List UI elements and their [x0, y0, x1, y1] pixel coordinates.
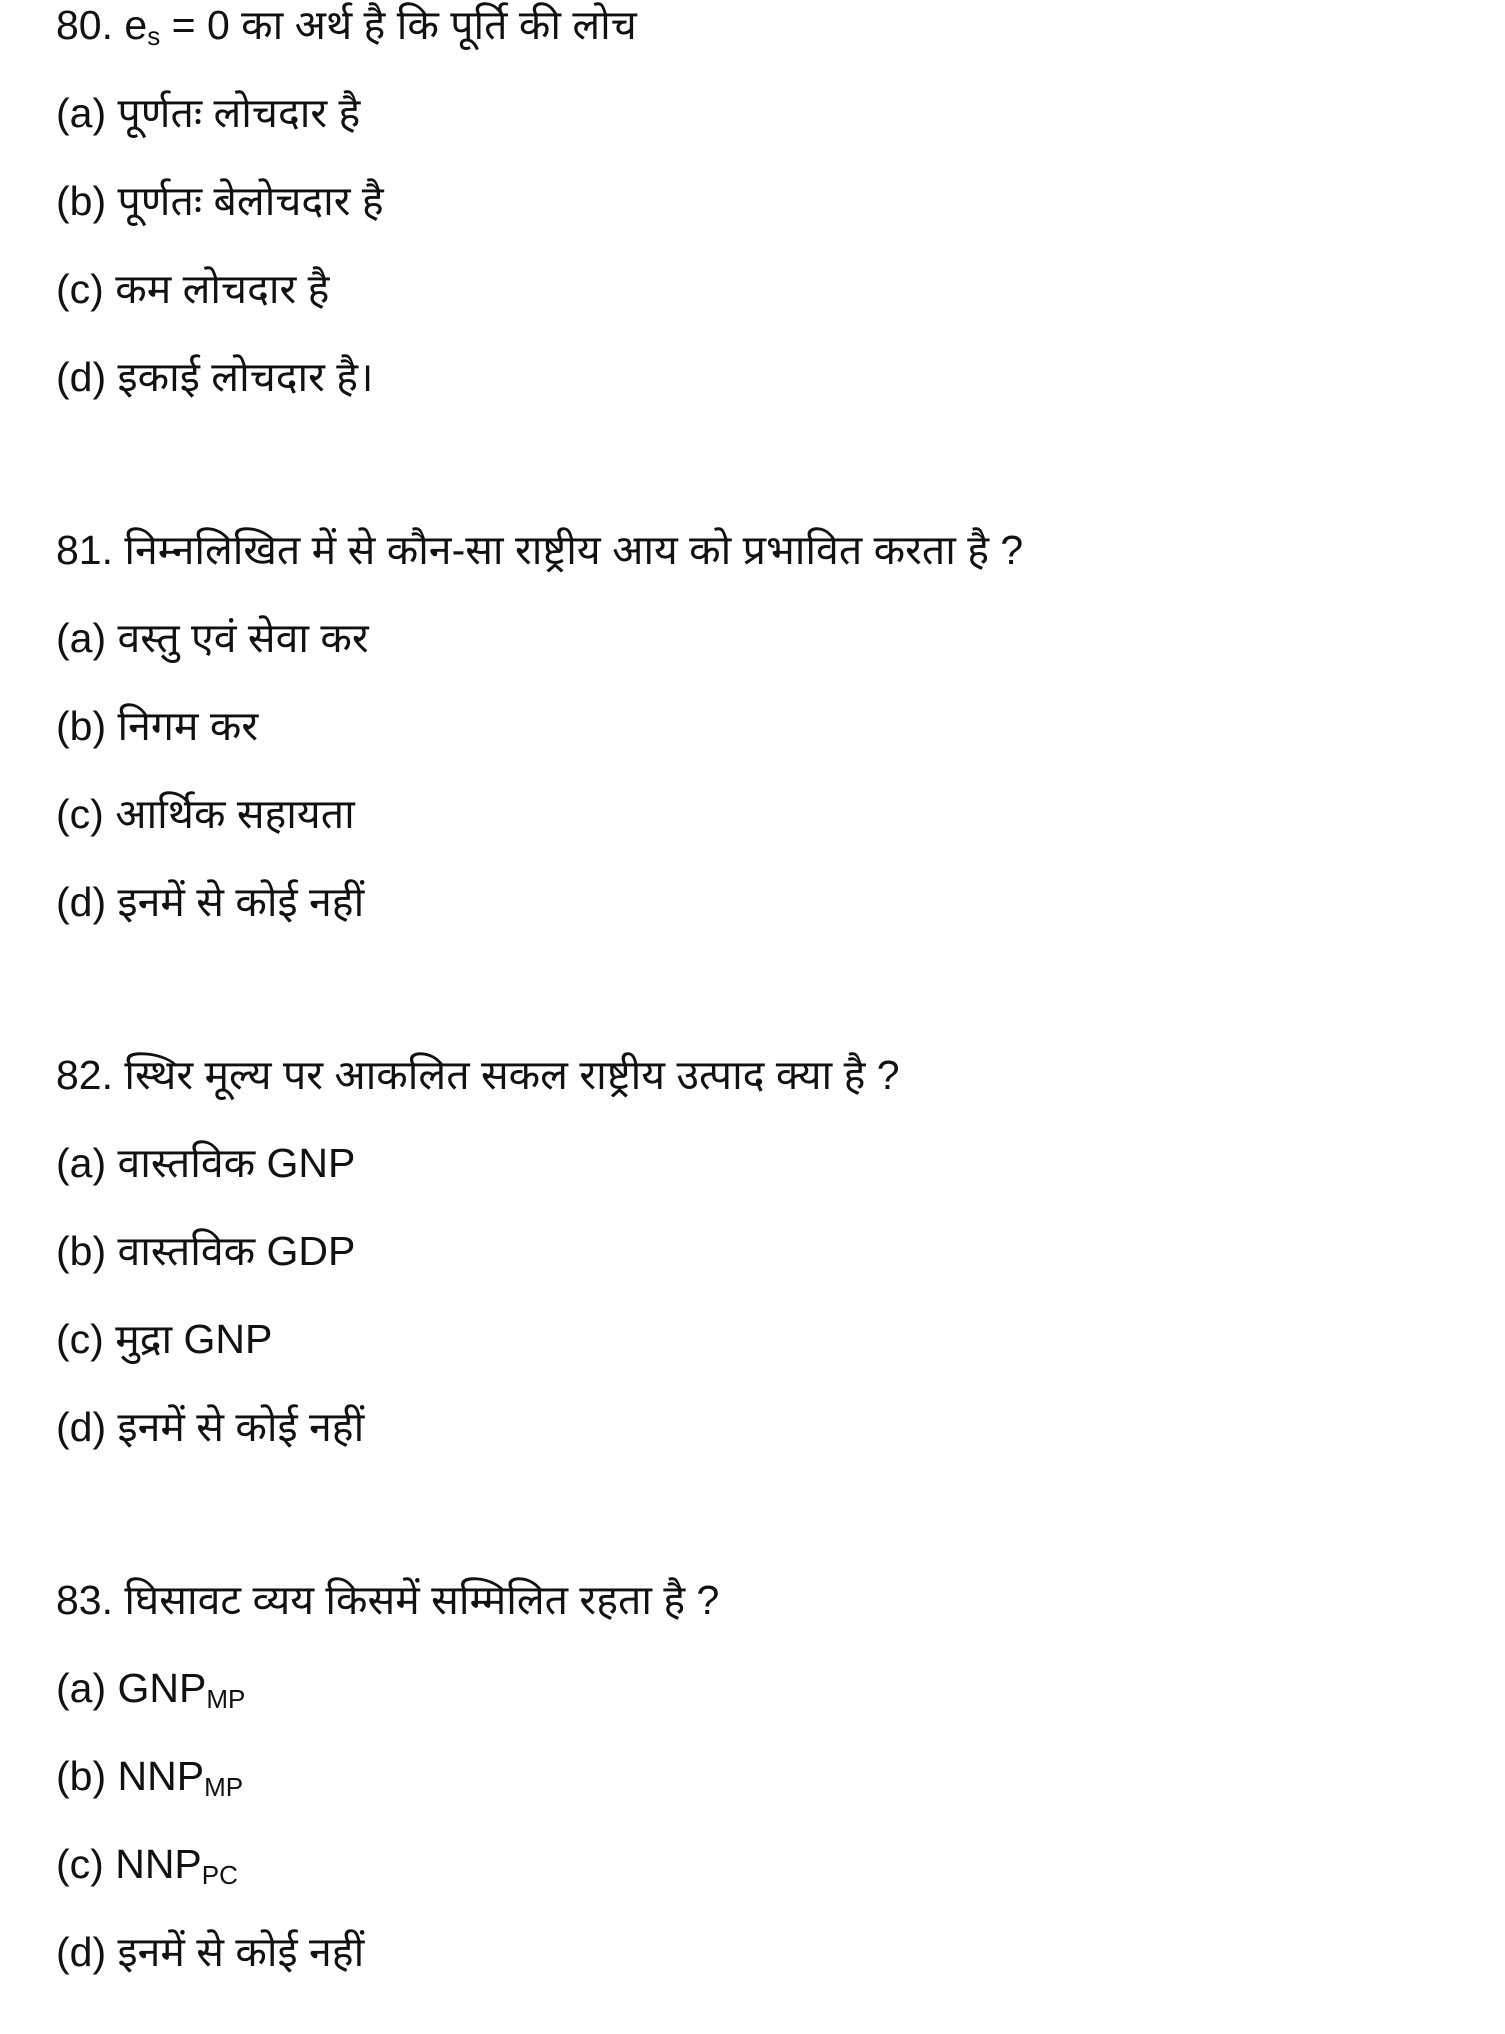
- option-d: [56, 1927, 364, 1977]
- option-label: (a): [56, 1140, 107, 1186]
- option-label: (a): [56, 90, 107, 136]
- option-label: (d): [56, 354, 107, 400]
- question-text: घिसावट व्यय किसमें सम्मिलित रहता है ?: [124, 1577, 720, 1623]
- option-label: (d): [56, 879, 107, 925]
- option-c: [56, 264, 329, 314]
- stem-symbol-subscript: s: [147, 21, 161, 51]
- option-c: [56, 1839, 238, 1900]
- option-text: मुद्रा GNP: [115, 1316, 273, 1362]
- question-80-stem: [56, 0, 637, 61]
- option-b: [56, 176, 384, 226]
- option-text: वस्तु एवं सेवा कर: [117, 615, 369, 661]
- option-text: इकाई लोचदार है।: [117, 354, 374, 400]
- option-text: वास्तविक GDP: [117, 1228, 356, 1274]
- option-subscript: MP: [206, 1684, 246, 1714]
- option-text: इनमें से कोई नहीं: [117, 879, 365, 925]
- question-number: 83.: [56, 1577, 113, 1623]
- option-a: [56, 1663, 245, 1724]
- question-text: निम्नलिखित में से कौन-सा राष्ट्रीय आय को प्रभावित करता है ?: [124, 527, 1024, 573]
- option-text: इनमें से कोई नहीं: [117, 1929, 365, 1975]
- question-number: 80.: [56, 2, 113, 48]
- question-text: स्थिर मूल्य पर आकलित सकल राष्ट्रीय उत्पाद क्या है ?: [124, 1052, 900, 1098]
- option-c: [56, 789, 355, 839]
- option-label: (c): [56, 266, 104, 312]
- option-text: पूर्णतः लोचदार है: [117, 90, 361, 136]
- option-a: [56, 88, 360, 138]
- option-text: पूर्णतः बेलोचदार है: [117, 178, 384, 224]
- question-number: 82.: [56, 1052, 113, 1098]
- option-label: (b): [56, 1228, 107, 1274]
- question-text: = 0 का अर्थ है कि पूर्ति की लोच: [160, 2, 637, 48]
- option-label: (a): [56, 1665, 107, 1711]
- option-label: (c): [56, 1841, 104, 1887]
- question-number: 81.: [56, 527, 113, 573]
- option-text: वास्तविक GNP: [117, 1140, 356, 1186]
- option-d: [56, 352, 374, 402]
- option-label: (d): [56, 1929, 107, 1975]
- stem-symbol: e: [124, 2, 148, 48]
- option-text: निगम कर: [117, 703, 259, 749]
- option-label: (c): [56, 791, 104, 837]
- option-a: [56, 1138, 355, 1188]
- option-text: आर्थिक सहायता: [115, 791, 355, 837]
- option-b: [56, 701, 258, 751]
- option-text: GNP: [117, 1665, 207, 1711]
- option-text: इनमें से कोई नहीं: [117, 1404, 365, 1450]
- question-81-stem: [56, 525, 1023, 575]
- option-b: [56, 1751, 243, 1812]
- option-label: (b): [56, 703, 107, 749]
- option-b: [56, 1226, 355, 1276]
- question-83-stem: [56, 1575, 719, 1625]
- option-label: (a): [56, 615, 107, 661]
- option-text: कम लोचदार है: [115, 266, 330, 312]
- option-d: [56, 1402, 364, 1452]
- option-a: [56, 613, 369, 663]
- option-text: NNP: [117, 1753, 205, 1799]
- option-label: (b): [56, 1753, 107, 1799]
- option-text: NNP: [115, 1841, 202, 1887]
- option-c: [56, 1314, 272, 1364]
- question-82-stem: [56, 1050, 900, 1100]
- option-label: (d): [56, 1404, 107, 1450]
- option-label: (c): [56, 1316, 104, 1362]
- option-subscript: PC: [201, 1860, 238, 1890]
- option-label: (b): [56, 178, 107, 224]
- option-d: [56, 877, 364, 927]
- option-subscript: MP: [204, 1772, 244, 1802]
